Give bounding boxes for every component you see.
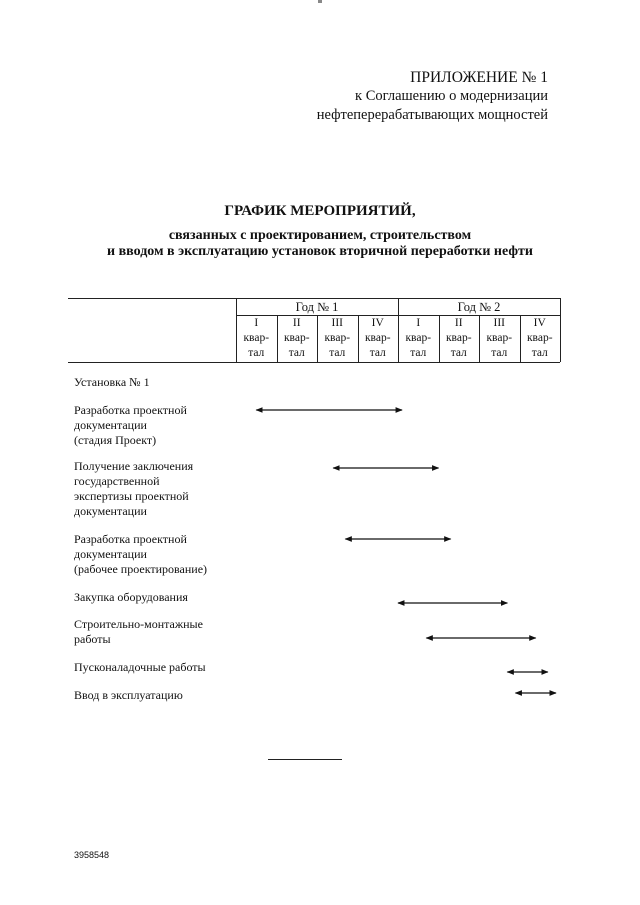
quarter-header-text: I <box>254 317 259 329</box>
quarter-header-text: тал <box>450 347 467 359</box>
signature-line <box>268 759 342 760</box>
document-id: 3958548 <box>74 850 110 860</box>
quarter-header-text: II <box>454 317 463 329</box>
task-label-line: (рабочее проектирование) <box>74 562 208 576</box>
quarter-header-text: квар- <box>526 332 553 344</box>
task-label-line: Ввод в эксплуатацию <box>74 688 183 702</box>
task-label-line: Пусконаладочные работы <box>74 660 206 674</box>
task-label-line: документации <box>74 504 147 518</box>
quarter-header-text: тал <box>410 347 427 359</box>
quarter-header-text: тал <box>491 347 508 359</box>
quarter-header-text: квар- <box>364 332 391 344</box>
task-label-line: Закупка оборудования <box>74 590 188 604</box>
appendix-line-2: к Соглашению о модернизации <box>355 88 548 104</box>
quarter-header-text: I <box>416 317 421 329</box>
quarter-header-text: IV <box>533 317 546 329</box>
task-label-line: Разработка проектной <box>74 403 187 417</box>
quarter-header-text: III <box>331 317 343 329</box>
quarter-header-text: III <box>493 317 505 329</box>
task-label-line: работы <box>74 632 111 646</box>
task-label-line: экспертизы проектной <box>74 489 189 503</box>
quarter-header-text: тал <box>531 347 548 359</box>
quarter-header-text: квар- <box>283 332 310 344</box>
appendix-title: ПРИЛОЖЕНИЕ № 1 <box>410 69 548 86</box>
quarter-header-text: квар- <box>486 332 513 344</box>
schedule-title: ГРАФИК МЕРОПРИЯТИЙ, <box>224 203 416 219</box>
quarter-header-text: тал <box>329 347 346 359</box>
quarter-header-text: тал <box>288 347 305 359</box>
task-label-line: Разработка проектной <box>74 532 187 546</box>
quarter-header-text: IV <box>371 317 384 329</box>
task-label-line: (стадия Проект) <box>74 433 157 447</box>
task-label-line: Строительно-монтажные <box>74 617 203 631</box>
quarter-header-text: квар- <box>405 332 432 344</box>
subtitle-line-2: и вводом в эксплуатацию установок вторичной переработки нефти <box>107 244 533 259</box>
quarter-header-text: II <box>292 317 301 329</box>
task-label-line: Получение заключения <box>74 459 194 473</box>
quarter-header-text: тал <box>248 347 265 359</box>
quarter-header-text: квар- <box>445 332 472 344</box>
task-label-line: документации <box>74 418 147 432</box>
quarter-header-text: квар- <box>324 332 351 344</box>
year-2-label: Год № 2 <box>457 300 501 314</box>
unit-title: Установка № 1 <box>74 375 150 389</box>
appendix-line-3: нефтеперерабатывающих мощностей <box>316 107 548 123</box>
quarter-header-text: тал <box>369 347 386 359</box>
year-1-label: Год № 1 <box>295 300 339 314</box>
quarter-header-text: квар- <box>243 332 270 344</box>
task-label-line: государственной <box>74 474 160 488</box>
subtitle-line-1: связанных с проектированием, строительством <box>168 228 472 243</box>
task-label-line: документации <box>74 547 147 561</box>
